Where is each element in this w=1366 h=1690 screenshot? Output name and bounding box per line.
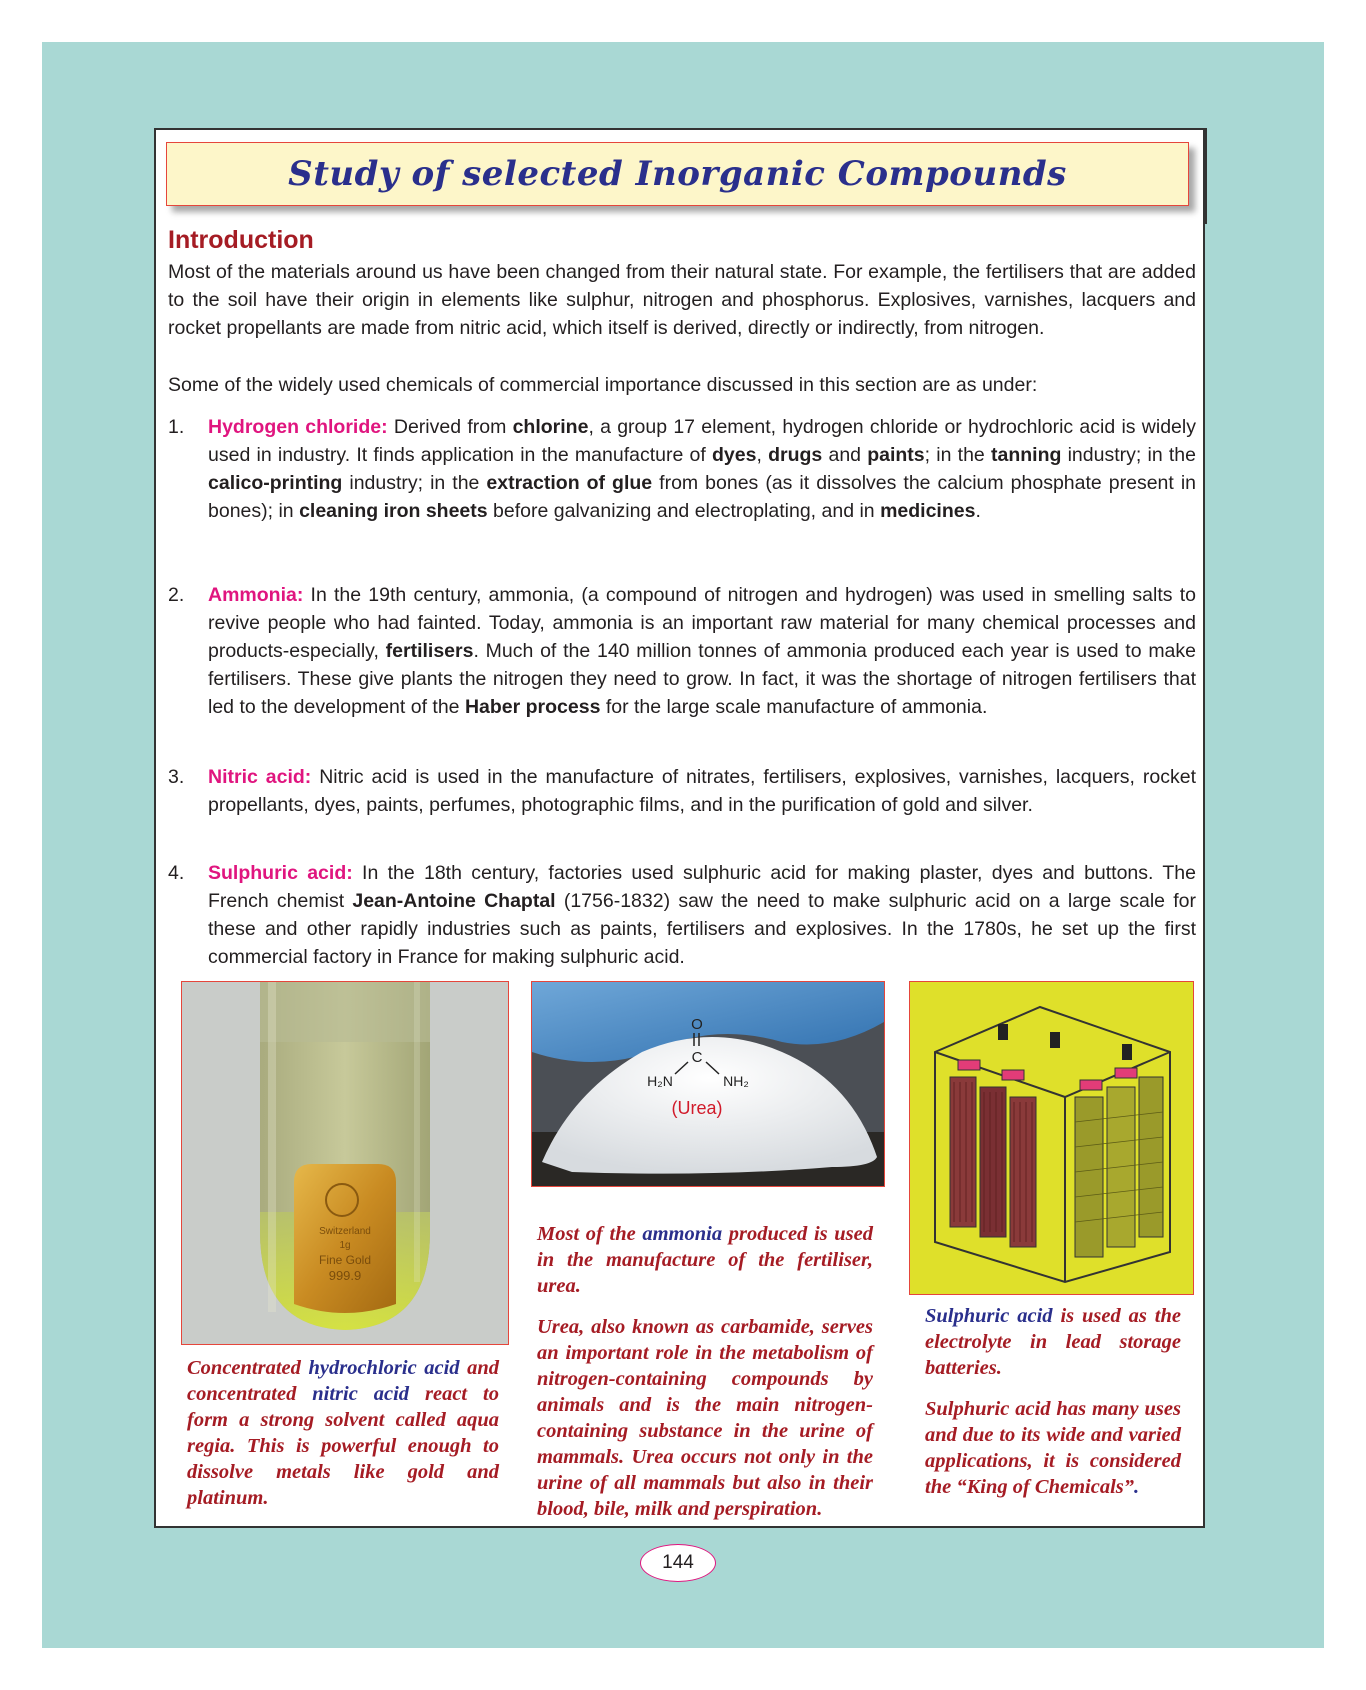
lead-storage-battery-image [909,981,1194,1295]
title-banner [166,142,1189,206]
introduction-heading: Introduction [168,226,314,254]
bar-line-3: Fine Gold [318,1253,372,1267]
item-term: Nitric acid: [208,766,312,788]
bar-line-1: Switzerland [319,1226,371,1237]
item-term: Hydrogen chloride: [208,416,388,438]
list-item-hydrogen-chloride: 1. Hydrogen chloride: Derived from chlorine, a group 17 element, hydrogen chloride or hydrochloric acid is widely used in industry. It finds application in the manufacture of dyes, drugs and paints; in the tanning industry; in the calico-printing industry; in the extraction of glue from bones (as it dissolves the calcium phosphate present in bones); in cleaning iron sheets before galvanizing and electroplating, and in medicines. [168,413,1196,525]
page-title: Study of selected Inorganic Compounds [288,154,1067,194]
list-item-sulphuric-acid: 4. Sulphuric acid: In the 18th century, factories used sulphuric acid for making plaster, dyes and buttons. The French chemist Jean-Antoine Chaptal (1756-1832) saw the need to make sulphuric acid on a large scale for these and other rapidly industries such as paints, fertilisers and explosives. In the 1780s, he set up the first commercial factory in France for making sulphuric acid. [168,859,1196,971]
figure-2-caption: Most of the ammonia produced is used in the manufacture of the fertiliser, urea. [537,1223,873,1297]
intro-paragraph: Most of the materials around us have been changed from their natural state. For example, the fertilisers that are added to the soil have their origin in elements like sulphur, nitrogen and phosphorus. Explosives, varnishes, lacquers and rocket propellants are made from nitric acid, which itself is derived, directly or indirectly, from nitrogen. [168,261,1196,339]
formula-left-group: H₂N [647,1073,673,1089]
bar-line-4: 999.9 [328,1268,362,1283]
item-term: Sulphuric acid: [208,862,353,884]
page-number: 144 [640,1544,716,1582]
list-item-ammonia: 2. Ammonia: In the 19th century, ammonia, (a compound of nitrogen and hydrogen) was used in smelling salts to revive people who had fainted. Today, ammonia is an important raw material for many chemical processes and products-especially, fertilisers. Much of the 140 million tonnes of ammonia produced each year is used to make fertilisers. These give plants the nitrogen they need to grow. In fact, it was the shortage of nitrogen fertilisers that led to the development of the Haber process for the large scale manufacture of ammonia. [168,581,1196,721]
bar-line-2: 1g [339,1240,351,1251]
item-number: 3. [168,766,185,788]
figure-1-caption: Concentrated hydrochloric acid and concentrated nitric acid react to form a strong solvent called aqua regia. This is powerful enough to dissolve metals like gold and platinum. [187,1357,499,1509]
figure-3-caption: Sulphuric acid is used as the electrolyte in lead storage batteries. [925,1305,1181,1379]
frame-tab [1203,128,1207,224]
list-item-nitric-acid: 3. Nitric acid: Nitric acid is used in the manufacture of nitrates, fertilisers, explosives, varnishes, lacquers, rocket propellants, dyes, paints, perfumes, photographic films, and in the purification of gold and silver. [168,763,1196,819]
formula-carbon: C [691,1049,703,1066]
item-number: 2. [168,584,185,606]
urea-note: Urea, also known as carbamide, serves an important role in the metabolism of nitrogen-containing compounds by animals and is the main nitrogen-containing substance in the urine of mammals. Urea occurs not only in the urine of all mammals but also in their blood, bile, milk and perspiration. [537,1316,873,1520]
formula-oxygen: O [691,1016,703,1033]
urea-label: (Urea) [671,1098,723,1118]
gold-bar-test-tube-image [181,981,509,1345]
item-number: 4. [168,862,185,884]
item-number: 1. [168,416,185,438]
item-term: Ammonia: [208,584,304,606]
formula-right-group: NH₂ [723,1073,749,1089]
urea-fertiliser-image [531,981,885,1187]
intro-lead-in: Some of the widely used chemicals of commercial importance discussed in this section are as under: [168,374,1038,396]
sulphuric-acid-note: Sulphuric acid has many uses and due to its wide and varied applications, it is considered the “King of Chemicals”. [925,1398,1181,1498]
